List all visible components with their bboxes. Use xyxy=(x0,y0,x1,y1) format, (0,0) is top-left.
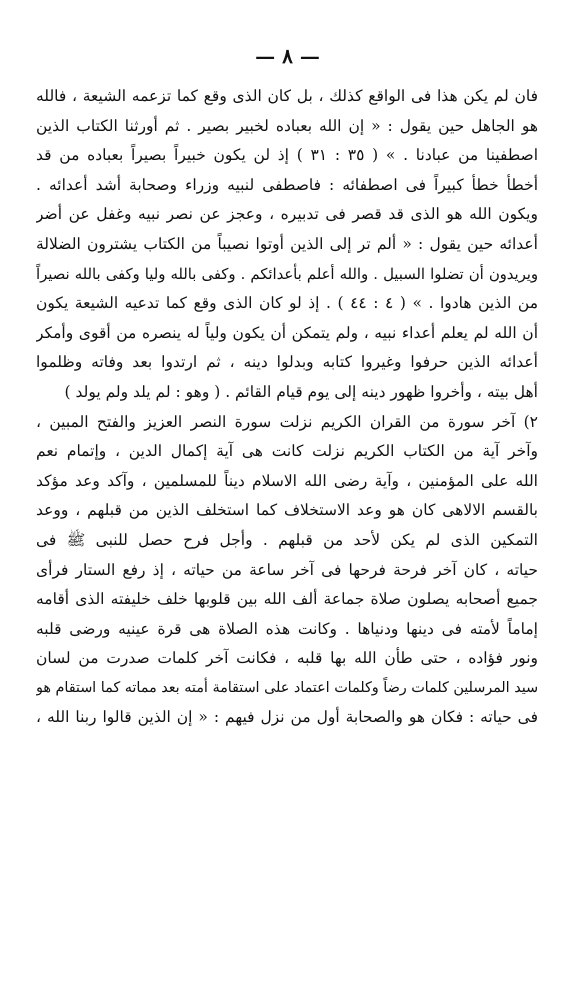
text-line: أهل بيته ، وأخروا ظهور دينه إلى يوم قيام القائم . ( وهو : لم يلد ولم يولد ) xyxy=(64,382,538,401)
text-line: ٢) آخر سورة من القران الكريم نزلت سورة النصر العزيز والفتح المبين ، xyxy=(36,412,538,431)
text-line: أن الله لم يعلم أعداء نبيه ، ولم يتمكن أن يكون ولياً له ينصره من أقوى وأمكر xyxy=(36,323,538,342)
text-line: فان لم يكن هذا فى الواقع كذلك ، بل كان الذى وقع كما تزعمه الشيعة ، فالله xyxy=(36,87,538,105)
text-line: التمكين الذى لم يكن لأحد من قبلهم . وأجل فرح حصل للنبى ﷺ فى xyxy=(36,530,538,549)
text-line: اصطفينا من عبادنا . » ( ٣٥ : ٣١ ) إذ لن يكون خبيراً بصيراً بعباده من قد xyxy=(36,146,538,165)
text-line: أعدائه الذين حرفوا وغيروا كتابه وبدلوا دينه ، ثم ارتدوا بعد وفاته وظلموا xyxy=(36,353,538,372)
text-line: سيد المرسلين كلمات رضاً وكلمات اعتماد على استقامة أمته بعد مماته كما استقام هو xyxy=(36,679,538,696)
body-text xyxy=(36,82,538,733)
text-line: جميع أصحابه يصلون صلاة جماعة ألف الله بين قلوبها خلف خليفته الذى أقامه xyxy=(36,590,538,609)
text-line: بالقسم الالاهى كان هو وعد الاستخلاف كما استخلف الذين من قبلهم ، ووعد xyxy=(36,501,538,520)
text-line: ويكون الله هو الذى قد قصر فى تدبيره ، وعجز عن نصر نبيه وغفل عن أضر xyxy=(36,205,538,224)
text-line: الله على المؤمنين ، وآية رضى الله الاسلام ديناً للمسلمين ، وآكد وعد مؤكد xyxy=(36,471,538,490)
text-line: ويريدون أن تضلوا السبيل . والله أعلم بأعدائكم . وكفى بالله وليا وكفى بالله نصيراً xyxy=(36,265,538,283)
text-line: وآخر آية من الكتاب الكريم نزلت كانت هى آية إكمال الدين ، وإتمام نعم xyxy=(36,442,538,461)
text-line: أخطأ خطأ كبيراً فى اصطفائه : فاصطفى لنبيه وزراء وصحابة أشد أعدائه . xyxy=(36,175,538,194)
text-line: حياته ، كان آخر فرحة فرحها فى آخر ساعة من حياته ، إذ رفع الستار فرأى xyxy=(36,560,538,579)
text-line: هو الجاهل حين يقول : « إن الله بعباده لخبير بصير . ثم أورثنا الكتاب الذين xyxy=(36,116,538,135)
text-line: من الذين هادوا . » ( ٤ : ٤٤ ) . إذ لو كان الذى وقع كما تدعيه الشيعة يكون xyxy=(36,294,538,313)
page-number: — ٨ — xyxy=(255,44,320,68)
text-line: أعدائه حين يقول : « ألم تر إلى الذين أوتوا نصيباً من الكتاب يشترون الضلالة xyxy=(36,234,538,253)
text-line: فى حياته : فكان هو والصحابة أول من نزل فيهم : « إن الذين قالوا ربنا الله ، xyxy=(36,708,538,727)
text-line: ونور فؤاده ، حتى طأن الله بها قلبه ، فكانت آخر كلمات صدرت من لسان xyxy=(36,649,538,668)
text-line: إماماً لأمته فى دينها ودنياها . وكانت هذه الصلاة هى قرة عينيه ورضى قلبه xyxy=(36,619,538,638)
